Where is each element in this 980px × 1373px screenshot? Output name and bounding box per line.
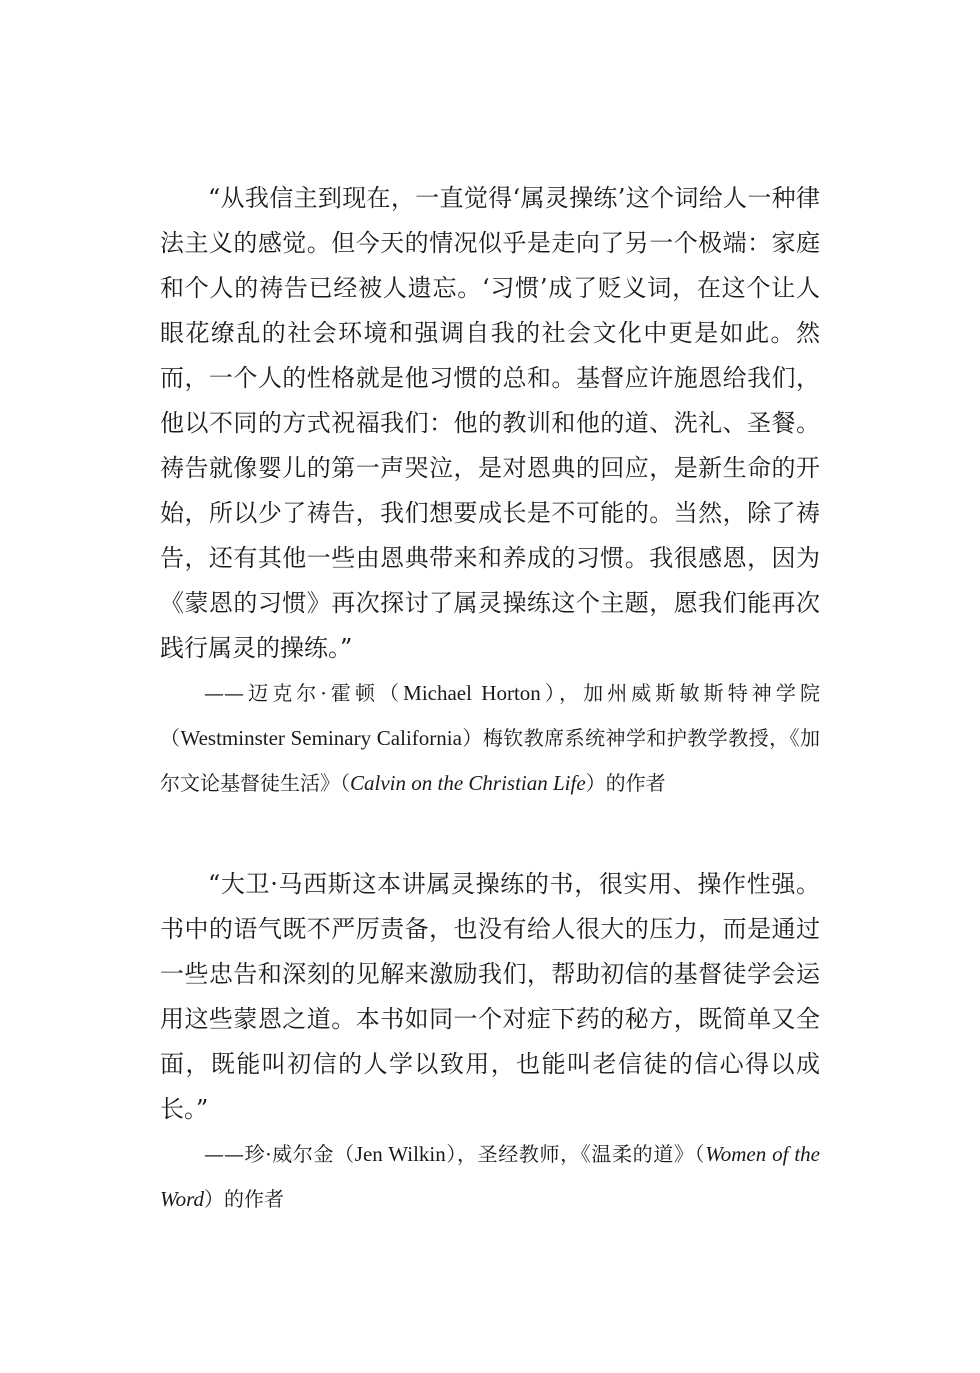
attribution-text: ），圣经教师，《温柔的道》（ bbox=[445, 1142, 706, 1166]
attribution-suffix: ）的作者 bbox=[585, 771, 666, 795]
endorsement-attribution bbox=[160, 1132, 820, 1222]
endorsement-attribution bbox=[160, 671, 820, 806]
endorsements-page bbox=[160, 176, 820, 1222]
endorsement-wilkin bbox=[160, 862, 820, 1222]
attribution-suffix: ）的作者 bbox=[203, 1187, 284, 1211]
attribution-prefix: ——迈克尔·霍顿（ bbox=[204, 681, 404, 705]
attribution-text: ）梅钦教席系统神学和护教学教授，《加尔文论基督徒生活》（ bbox=[160, 726, 821, 795]
endorsement-quote: “大卫·马西斯这本讲属灵操练的书，很实用、操作性强。书中的语气既不严厉责备，也没有给人很大的压力，而是通过一些忠告和深刻的见解来激励我们，帮助初信的基督徒学会运用这些蒙恩之道。本书如同一个对症下药的秘方，既简单又全面，既能叫初信的人学以致用，也能叫老信徒的信心得以成长。” bbox=[160, 870, 820, 1123]
attribution-institution: Westminster Seminary California bbox=[180, 726, 462, 750]
endorsement-horton bbox=[160, 176, 820, 806]
attribution-text: ），加州威斯敏斯特神学院（ bbox=[160, 681, 821, 750]
attribution-book-title: Calvin on the Christian Life bbox=[350, 771, 586, 795]
attribution-prefix: ——珍·威尔金（ bbox=[204, 1142, 355, 1166]
endorsement-quote: “从我信主到现在，一直觉得‘属灵操练’这个词给人一种律法主义的感觉。但今天的情况似乎是走向了另一个极端：家庭和个人的祷告已经被人遗忘。‘习惯’成了贬义词，在这个让人眼花缭乱的社会环境和强调自我的社会文化中更是如此。然而，一个人的性格就是他习惯的总和。基督应许施恩给我们，他以不同的方式祝福我们：他的教训和他的道、洗礼、圣餐。祷告就像婴儿的第一声哭泣，是对恩典的回应，是新生命的开始，所以少了祷告，我们想要成长是不可能的。当然，除了祷告，还有其他一些由恩典带来和养成的习惯。我很感恩，因为《蒙恩的习惯》再次探讨了属灵操练这个主题，愿我们能再次践行属灵的操练。” bbox=[160, 184, 820, 662]
attribution-author-name: Jen Wilkin bbox=[354, 1142, 446, 1166]
attribution-author-name: Michael Horton bbox=[403, 681, 541, 705]
attribution-book-title: Women of the Word bbox=[160, 1142, 821, 1211]
